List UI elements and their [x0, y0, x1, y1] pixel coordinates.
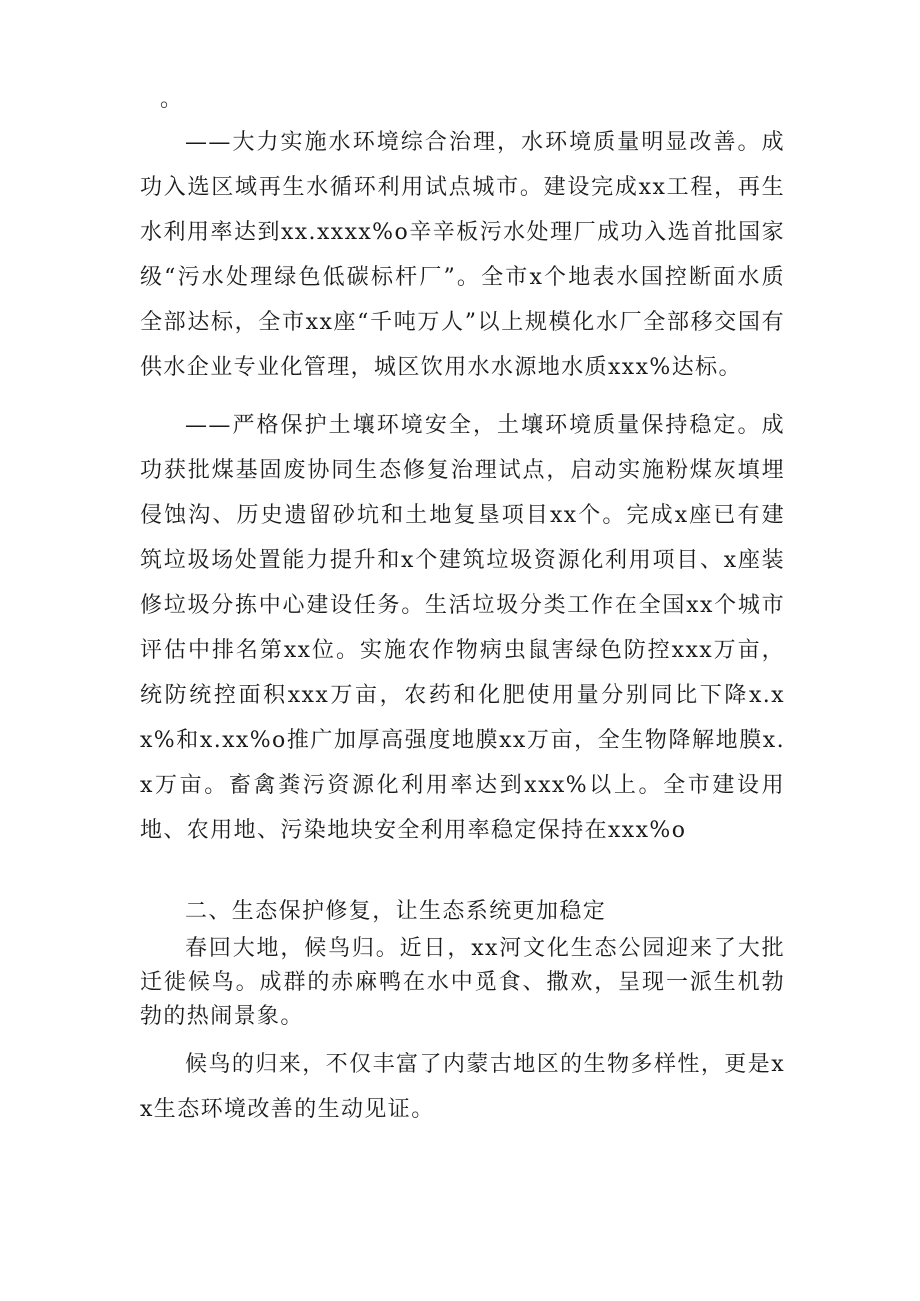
paragraph-fragment: 。: [160, 87, 184, 112]
paragraph-biodiversity: 候鸟的归来，不仅丰富了内蒙古地区的生物多样性，更是xx生态环境改善的生动见证。: [140, 1052, 785, 1122]
paragraph-soil-environment: ——严格保护土壤环境安全，土壤环境质量保持稳定。成功获批煤基固废协同生态修复治理试点，启动实施粉煤灰填埋侵蚀沟、历史遗留砂坑和土地复垦项目xx个。完成x座已有建筑垃圾场处置能力提升和x个建筑垃圾资源化利用项目、x座装修垃圾分拣中心建设任务。生活垃圾分类工作在全国xx个城市评估中排名第xx位。实施农作物病虫鼠害绿色防控xxx万亩，统防统控面积xxx万亩，农药和化肥使用量分别同比下降x.xx%和x.xx%o推广加厚高强度地膜xx万亩，全生物降解地膜x.x万亩。畜禽粪污资源化利用率达到xxx%以上。全市建设用地、农用地、污染地块安全利用率稳定保持在xxx%o: [140, 413, 785, 843]
section-heading: 二、生态保护修复，让生态系统更加稳定: [185, 899, 607, 924]
paragraph-water-environment: ——大力实施水环境综合治理，水环境质量明显改善。成功入选区域再生水循环利用试点城市。建设完成xx工程，再生水利用率达到xx.xxxx%o辛辛板污水处理厂成功入选首批国家级“污水处理绿色低碳标杆厂”。全市x个地表水国控断面水质全部达标，全市xx座“千吨万人”以上规模化水厂全部移交国有供水企业专业化管理，城区饮用水水源地水质xxx%达标。: [140, 130, 785, 380]
paragraph-migratory-birds: 春回大地，候鸟归。近日，xx河文化生态公园迎来了大批迁徙候鸟。成群的赤麻鸭在水中觅食、撒欢，呈现一派生机勃勃的热闹景象。: [140, 936, 785, 1029]
